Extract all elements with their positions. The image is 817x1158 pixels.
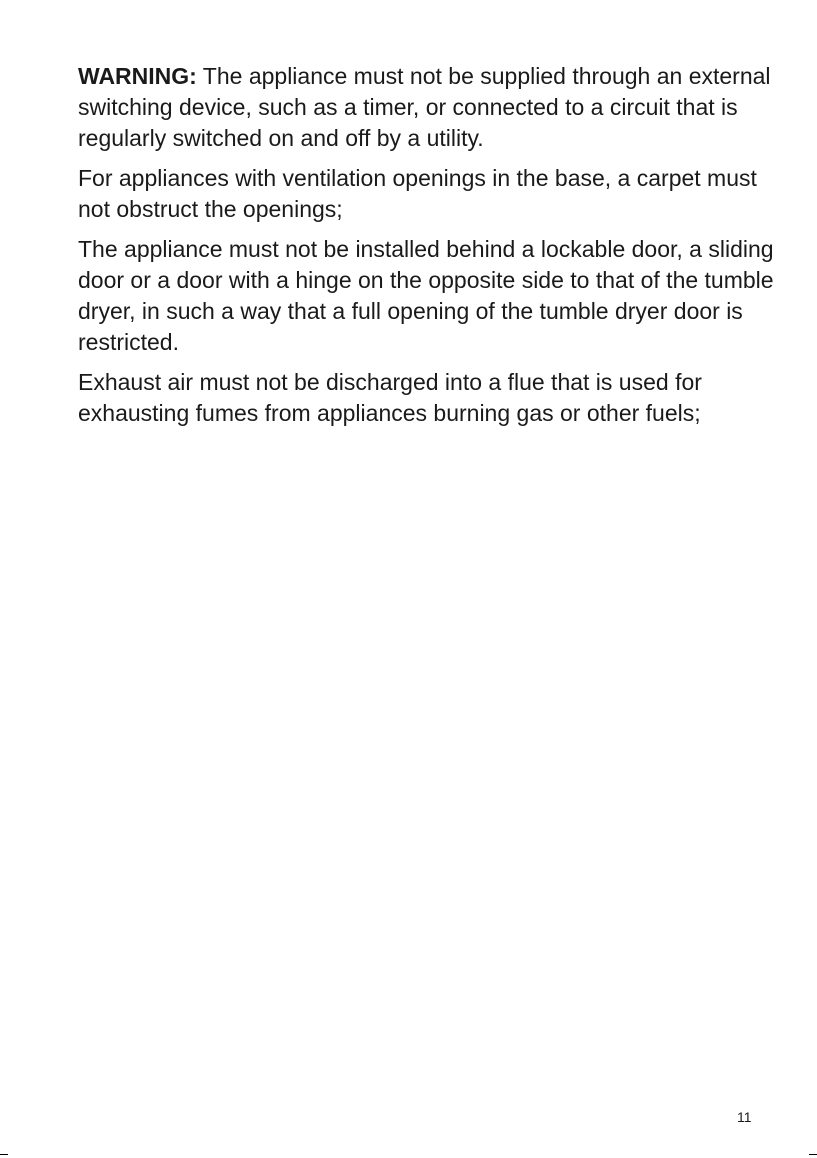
- warning-paragraph: [78, 61, 778, 154]
- page-content: [78, 61, 778, 438]
- crop-mark-left: [0, 1154, 8, 1155]
- page-number: 11: [737, 1109, 752, 1125]
- warning-text: The appliance must not be supplied through an external switching device, such as a timer, or connected to a circuit that is regularly switched on and off by a utility.: [78, 63, 771, 151]
- exhaust-air-paragraph: Exhaust air must not be discharged into a flue that is used for exhausting fumes from appliances burning gas or other fuels;: [78, 369, 702, 426]
- crop-mark-right: [809, 1154, 817, 1155]
- warning-label: WARNING:: [78, 63, 197, 89]
- ventilation-paragraph: For appliances with ventilation openings in the base, a carpet must not obstruct the openings;: [78, 165, 757, 222]
- installation-door-paragraph: The appliance must not be installed behind a lockable door, a sliding door or a door with a hinge on the opposite side to that of the tumble dryer, in such a way that a full opening of the tumble dryer door is restricted.: [78, 236, 774, 355]
